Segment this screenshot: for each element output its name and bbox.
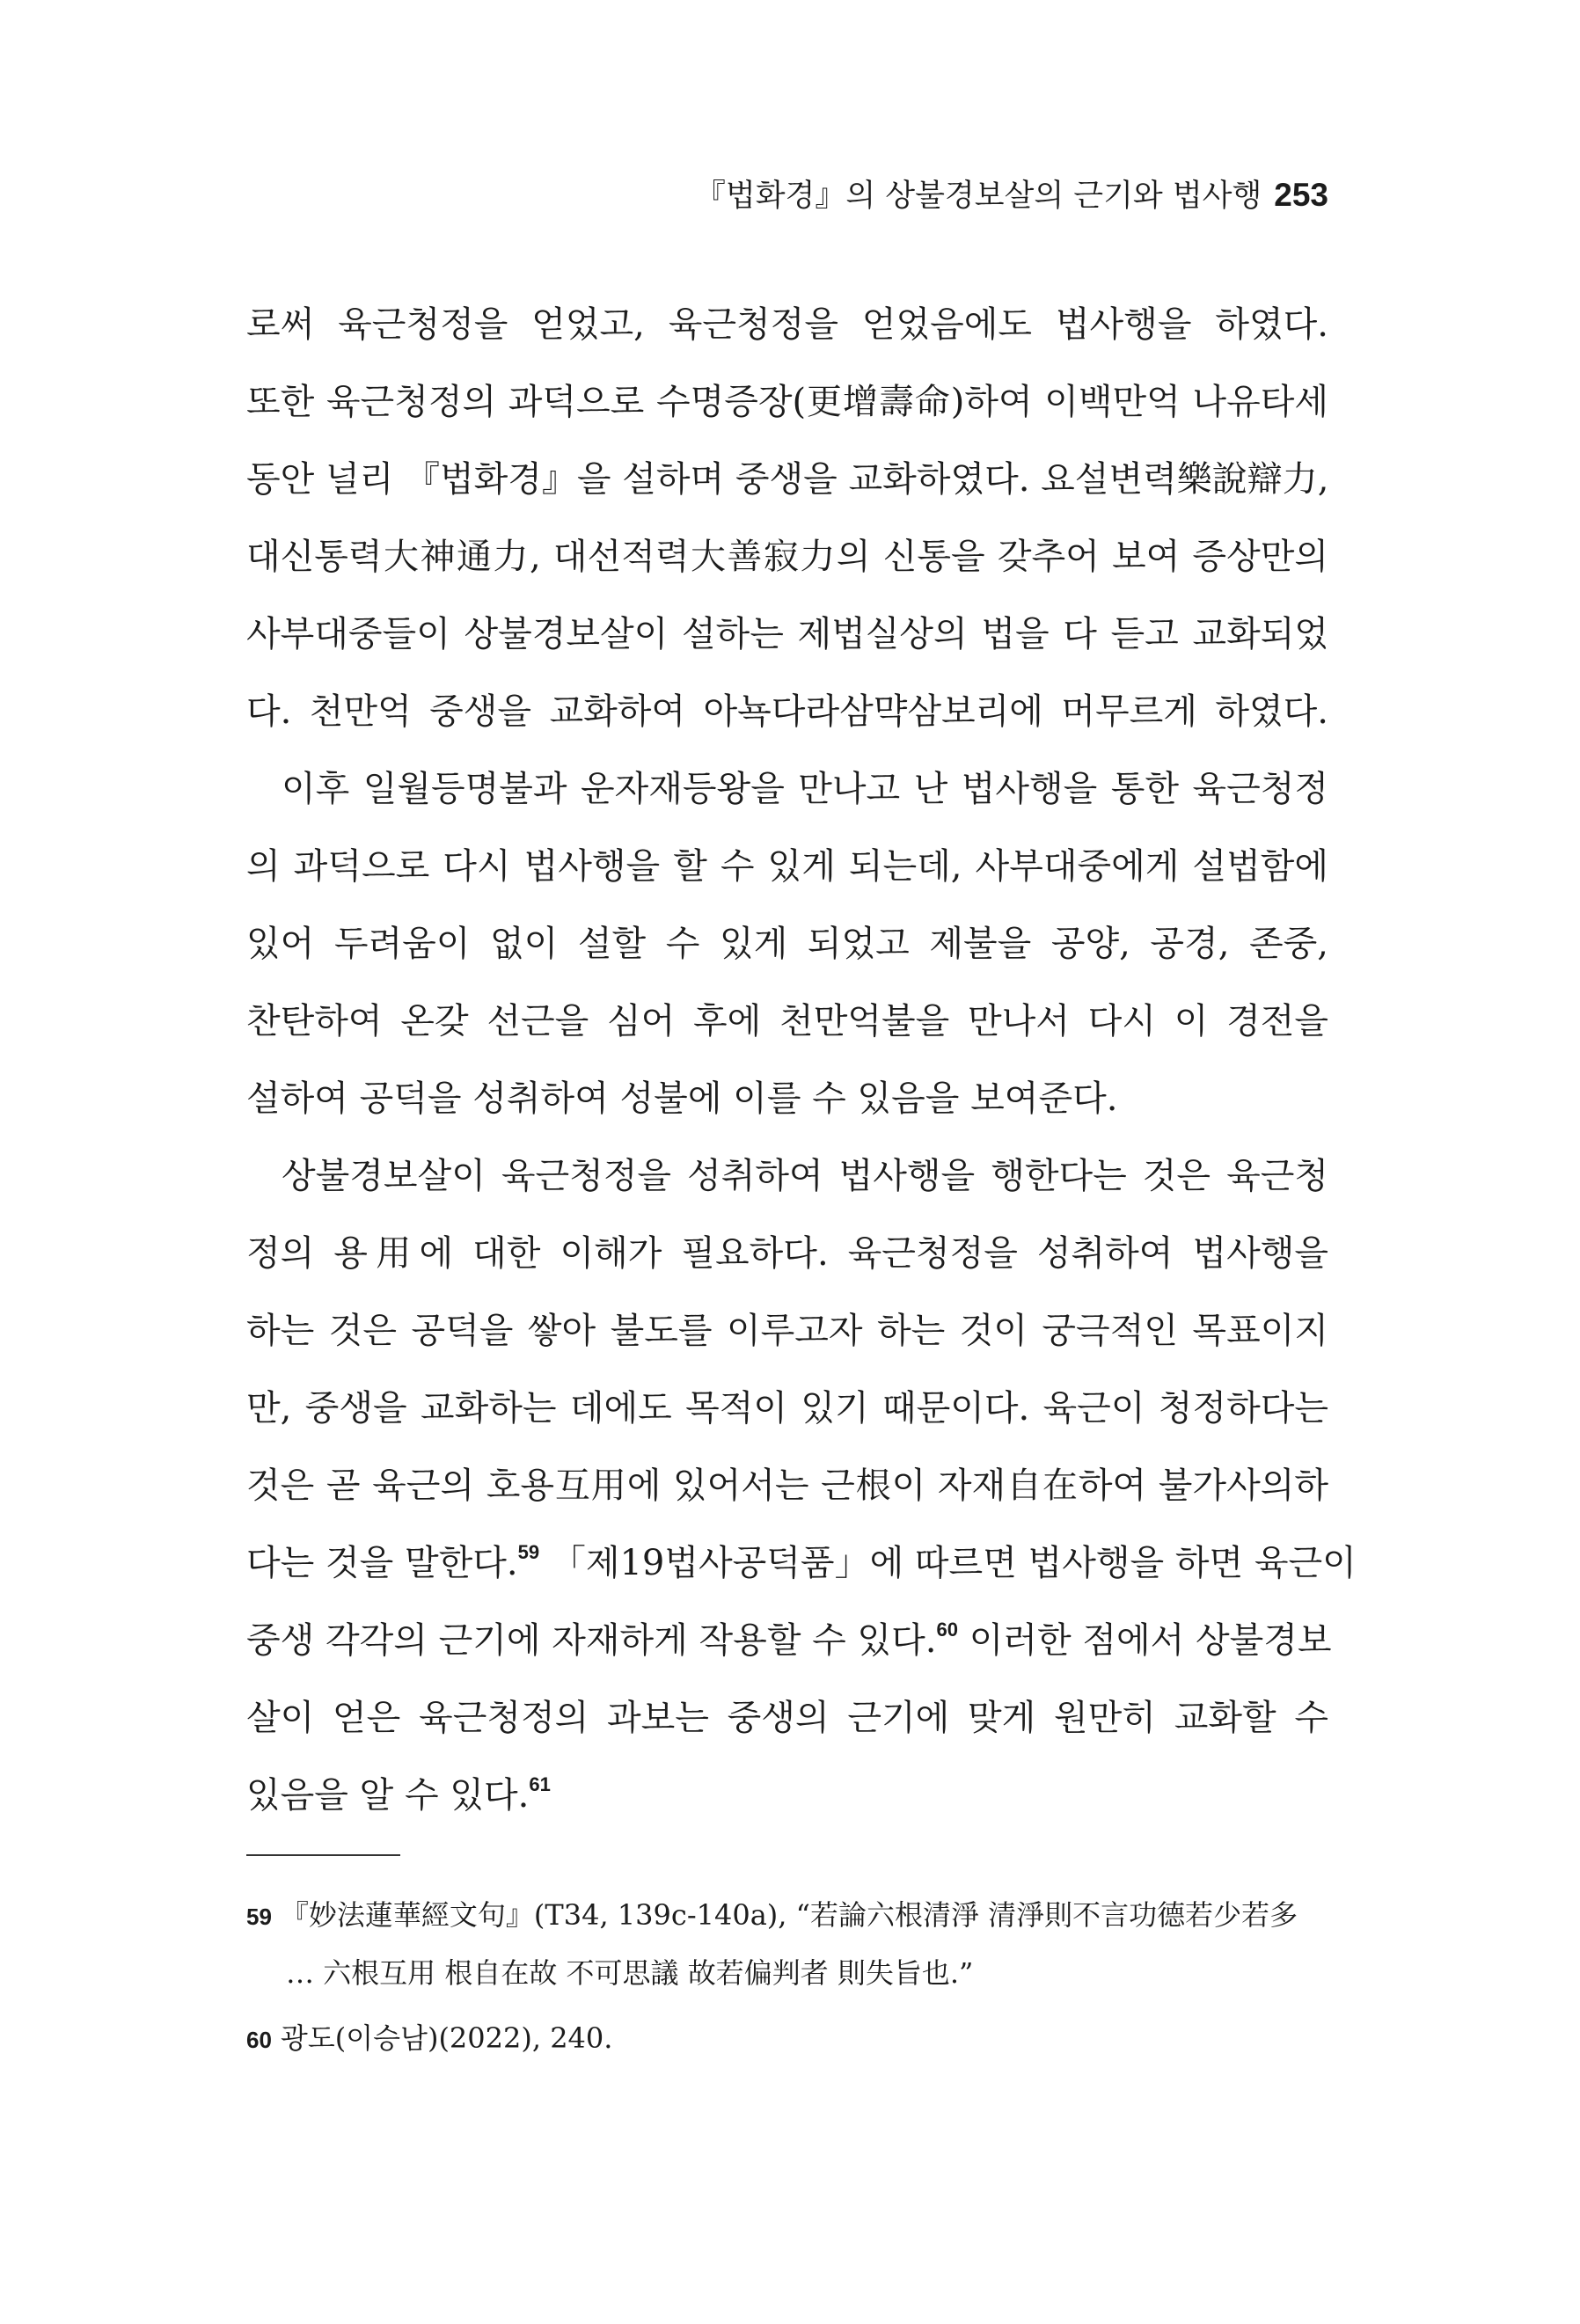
running-header [246,169,1328,223]
body-line: 또한 육근청정의 과덕으로 수명증장(更增壽命)하여 이백만억 나유타세 [246,382,1328,422]
body-line-segment: 있음을 알 수 있다. [246,1775,530,1816]
body-line: 의 과덕으로 다시 법사행을 할 수 있게 되는데, 사부대중에게 설법함에 [246,846,1328,887]
footnotes [246,1887,1328,2068]
body-line: 로써 육근청정을 얻었고, 육근청정을 얻었음에도 법사행을 하였다. [246,304,1328,345]
footnote-59 [246,1887,1328,1945]
footnote-60 [246,2010,1328,2068]
footnote-ref-60[interactable]: 60 [936,1619,959,1641]
footnote-text: 광도(이승남)(2022), 240. [280,2021,613,2055]
page-number: 253 [1274,177,1328,213]
footnote-number: 59 [246,1904,272,1930]
footnote-59-continuation: … 六根互用 根自在故 不可思議 故若偏判者 則失旨也.” [286,1956,974,1990]
body-line: 살이 얻은 육근청정의 과보는 중생의 근기에 맞게 원만히 교화할 수 [246,1698,1328,1738]
header-title: 『법화경』의 상불경보살의 근기와 법사행 [694,179,1262,214]
body-line [246,1757,1328,1834]
footnote-ref-61[interactable]: 61 [529,1773,551,1795]
footnote-text: 『妙法蓮華經文句』(T34, 139c-140a), “若論六根清淨 清淨則不言功德若少若多 [280,1898,1298,1932]
body-line: 다. 천만억 중생을 교화하여 아뇩다라삼먁삼보리에 머무르게 하였다. [246,691,1328,732]
footnote-number: 60 [246,2027,272,2053]
footnote-divider [246,1854,400,1856]
body-line: 만, 중생을 교화하는 데에도 목적이 있기 때문이다. 육근이 청정하다는 [246,1388,1328,1429]
body-line: 동안 널리 『법화경』을 설하며 중생을 교화하였다. 요설변력樂說辯力, [246,459,1329,500]
body-line: 있어 두려움이 없이 설할 수 있게 되었고 제불을 공양, 공경, 존중, [246,924,1328,964]
body-text [246,286,1357,1834]
body-line-segment: 이러한 점에서 상불경보 [969,1620,1332,1661]
body-line: 설하여 공덕을 성취하여 성불에 이를 수 있음을 보여준다. [246,1078,1118,1119]
body-line: 대신통력大神通力, 대선적력大善寂力의 신통을 갖추어 보여 증상만의 [246,537,1328,577]
body-line [246,1602,1332,1679]
footnote-ref-59[interactable]: 59 [517,1541,540,1563]
body-line: 것은 곧 육근의 호용互用에 있어서는 근根이 자재自在하여 불가사의하 [246,1465,1328,1506]
body-line: 사부대중들이 상불경보살이 설하는 제법실상의 법을 다 듣고 교화되었 [246,614,1328,654]
body-line: 정의 용用에 대한 이해가 필요하다. 육근청정을 성취하여 법사행을 [246,1233,1328,1274]
body-line: 이후 일월등명불과 운자재등왕을 만나고 난 법사행을 통한 육근청정 [282,769,1328,809]
body-line: 상불경보살이 육근청정을 성취하여 법사행을 행한다는 것은 육근청 [282,1156,1328,1196]
body-line: 찬탄하여 온갖 선근을 심어 후에 천만억불을 만나서 다시 이 경전을 [246,1001,1328,1041]
body-line-segment: 중생 각각의 근기에 자재하게 작용할 수 있다. [246,1620,937,1661]
body-line-segment: 「제19법사공덕품」에 따르면 법사행을 하면 육근이 [550,1543,1357,1583]
body-line [246,1524,1357,1602]
body-line-segment: 다는 것을 말한다. [246,1543,518,1583]
body-line: 하는 것은 공덕을 쌓아 불도를 이루고자 하는 것이 궁극적인 목표이지 [246,1311,1328,1351]
